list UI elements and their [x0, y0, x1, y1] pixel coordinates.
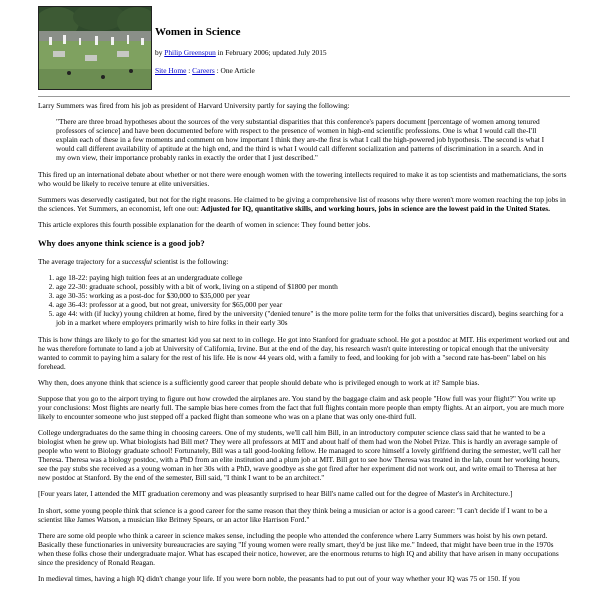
header-divider — [38, 96, 570, 97]
career-trajectory-list — [38, 273, 570, 327]
list-item: 2. age 22-30: graduate school, possibly with a bit of work, living on a stipend of $1800 per month — [56, 282, 570, 291]
article-body — [38, 101, 570, 590]
paragraph: College undergraduates do the same thing in choosing careers. One of my students, we'll call him Bill, in an introductory computer science class said that he wanted to be a biologist when he grew up. What biologists had Bill met? They were all professors at MIT and about half of them had won the Nobel Prize. This is hardly an average sample of people who went to Biology graduate school! Fortunately, Bill was a tall good-looking fellow. He managed to score himself a lovely girlfriend during the semester, we'll call her Theresa. Theresa was a biology postdoc, with a PhD from an elite institution and a plum job at MIT. Bill got to see how Theresa was treated in the lab, count her working hours, see the pay stubs she received as a young woman in her 30s with a PhD, wave goodbye as she got fired after her experiment did not work out, and write email to Theresa at her new postdoc at Stanford. By the end of the semester, Bill said, "I think I want to be an architect." — [38, 428, 561, 483]
paragraph: In short, some young people think that science is a good career for the same reason that they think being a musician or actor is a good career: "I can't decide if I want to be a scientist like James Watson, a musician like Britney Spears, or an actor like Harrison Ford." — [38, 505, 548, 524]
paragraph: This is how things are likely to go for the smartest kid you sat next to in college. He got into Stanford for graduate school. He got a postdoc at MIT. His experiment worked out and he was therefore fortunate to land a job at University of California, Irvine. But at the end of the day, his research wasn't quite interesting or topical enough that the university wanted to commit to paying him a salary for the rest of his life. He is now 44 years old, with a family to feed, and looking for job with a "second rate has-been" label on his forehead. — [38, 335, 570, 372]
list-item: 1. age 18-22: paying high tuition fees at an undergraduate college — [56, 273, 570, 282]
paragraph: This article explores this fourth possible explanation for the dearth of women in science: They found better jobs. — [38, 220, 371, 230]
header — [38, 6, 578, 92]
paragraph-text: Summers was deservedly castigated, but not for the right reasons. He claimed to be giving a comprehensive list of reasons why there weren't more women reaching the top jobs in the sciences. Yet Summers, an economist, left one out: — [38, 195, 566, 214]
summers-quote: "There are three broad hypotheses about the sources of the very substantial disparities that this conference's papers document [percentage of women among tenured professors of science] and have been documented before with respect to the presence of women in high-end scientific professions. One is what I would call the-I'll explain each of these in a few moments and comment on how important I think they are-the first is what I call the high-powered job hypothesis. The second is what I would call different availability of aptitude at the high end, and the third is what I would call different socialization and patterns of discrimination in a search. And in my own view, their importance probably ranks in exactly the order that I just described." — [56, 117, 545, 163]
byline-prefix: by — [155, 48, 163, 58]
breadcrumb-site-home[interactable]: Site Home — [155, 66, 187, 76]
list-item: 3. age 30-35: working as a post-doc for $30,000 to $35,000 per year — [56, 291, 570, 300]
emphasis: successful — [121, 256, 152, 266]
paragraph — [38, 257, 570, 266]
breadcrumb-current: One Article — [220, 66, 255, 76]
paragraph: Why then, does anyone think that science is a sufficiently good career that people should debate who is privileged enough to work at it? Sample bias. — [38, 378, 480, 388]
byline-date: in February 2006; updated July 2015 — [215, 48, 327, 58]
page-title: Women in Science — [155, 26, 241, 38]
paragraph: Larry Summers was fired from his job as president of Harvard University partly for saying the following: — [38, 101, 350, 110]
paragraph: There are some old people who think a career in science makes sense, including the people who attended the conference where Larry Summers was hoist by his own petard. Basically these functionaries in university bureaucracies are saying "If young women were really smart, they'd be just like me." Indeed, that might have been true in the 1970s when these folks chose their undergraduate major. What has escaped their notice, however, are the enormous returns to high IQ and ability that have arisen in many occupations since the presidency of Ronald Reagan. — [38, 530, 559, 567]
paragraph-text: The average trajectory for a — [38, 256, 122, 266]
breadcrumb-careers[interactable]: Careers — [192, 66, 215, 76]
breadcrumb-separator: : — [214, 66, 221, 76]
author-link[interactable]: Philip Greenspun — [164, 48, 216, 58]
breadcrumb-separator: : — [186, 66, 193, 76]
list-item: 4. age 36-43: professor at a good, but not great, university for $65,000 per year — [56, 300, 570, 309]
header-text — [155, 6, 575, 75]
paragraph: This fired up an international debate about whether or not there were enough women with the towering intellects required to make it as top scientists and mathematicians, the sorts who would be likely to receive tenure at elite universities. — [38, 170, 567, 189]
byline — [155, 48, 575, 57]
paragraph-text: scientist is the following: — [151, 256, 229, 266]
paragraph: In medieval times, having a high IQ didn't change your life. If you were born noble, the peasants had to put out of your way whether your IQ was 75 or 150. If you — [38, 573, 520, 583]
breadcrumb — [155, 66, 575, 75]
key-claim: Adjusted for IQ, quantitative skills, and working hours, jobs in science are the lowest paid in the United States. — [200, 204, 550, 214]
list-item: 5. age 44: with (if lucky) young children at home, fired by the university ("denied tenure" is the more polite term for the folks that universities discard), begins searching for a job in a market where employers primarily wish to hire folks in their early 30s — [56, 309, 570, 327]
section-heading: Why does anyone think science is a good job? — [38, 238, 205, 249]
paragraph — [38, 195, 570, 213]
paragraph: Suppose that you go to the airport trying to figure out how crowded the airplanes are. You stand by the baggage claim and ask people "How full was your flight?" You write up your conclusions: Most flights are nearly full. The sample bias here comes from the fact that full flights contain more people than empty flights. At an airport, you are much more likely to encounter someone who just stepped off a packed flight than someone who was on a plane that was only one-third full. — [38, 394, 564, 422]
paragraph: [Four years later, I attended the MIT graduation ceremony and was pleasantly surprised to hear Bill's name called out for the degree of Master's in Architecture.] — [38, 489, 513, 499]
header-photo — [38, 6, 152, 90]
